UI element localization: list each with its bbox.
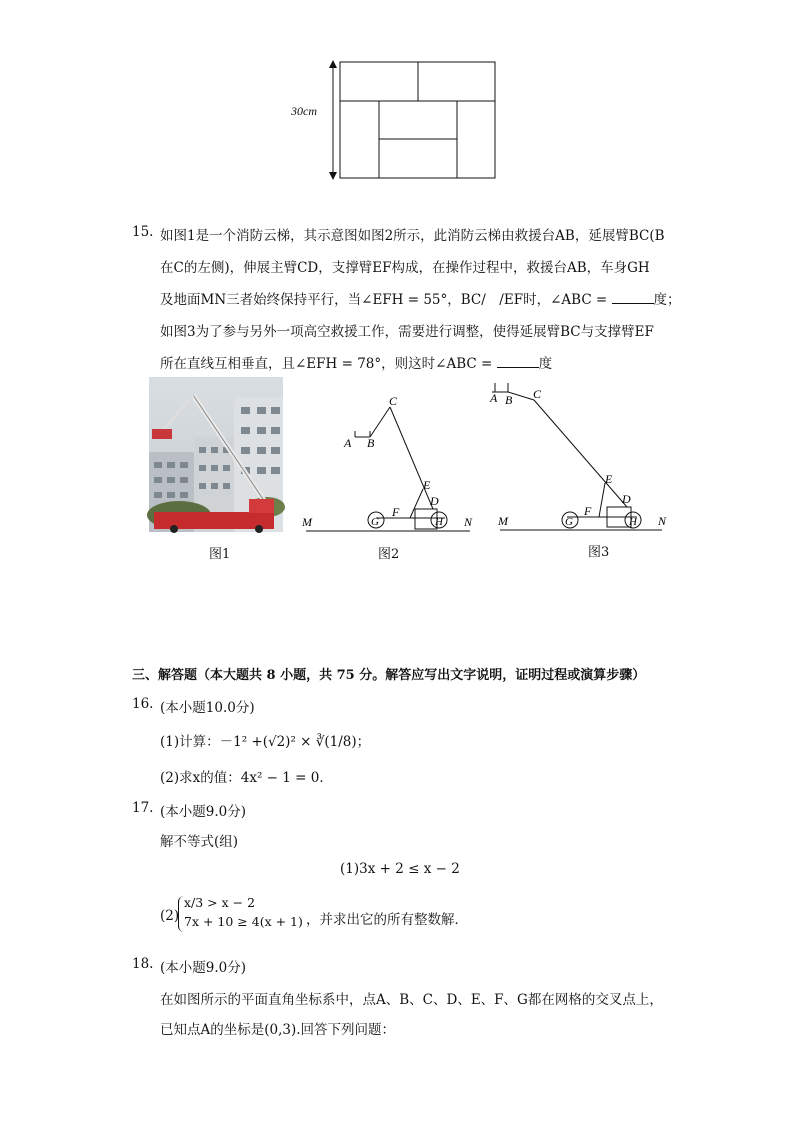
label-M: M — [302, 515, 312, 529]
label-C: C — [533, 387, 542, 401]
q15-line3 — [160, 288, 681, 308]
q15-line3-text: 及地面MN三者始终保持平行，当∠EFH = 55°，BC/ /EF时，∠ABC = — [160, 292, 608, 308]
q15-line5-tail: 度 — [538, 356, 553, 372]
answer-blank-1[interactable] — [612, 291, 654, 304]
q17-number: 17. — [132, 800, 154, 816]
dimension-label: 30cm — [291, 104, 317, 118]
label-A: A — [490, 391, 498, 405]
q15-number: 15. — [132, 224, 154, 240]
q18-score: (本小题9.0分) — [160, 960, 247, 976]
label-H: H — [435, 516, 443, 528]
label-F: F — [392, 505, 400, 519]
rectangle-tiling-figure — [288, 55, 503, 185]
figure-1-caption: 图1 — [209, 547, 231, 562]
q16-part1: (1)计算：－1² +(√2)² × ∛(1/8)； — [160, 734, 371, 750]
label-F: F — [584, 504, 592, 518]
q17-part2-ineq1: x/3 > x − 2 — [184, 895, 256, 910]
q15-line1: 如图1是一个消防云梯，其示意图如图2所示，此消防云梯由救援台AB，延展臂BC(B — [160, 228, 665, 244]
q18-line2: 已知点A的坐标是(0,3).回答下列问题： — [160, 1022, 396, 1038]
figure-2-caption: 图2 — [378, 547, 400, 562]
figure-3-caption: 图3 — [588, 545, 610, 560]
fire-ladder-photo — [149, 377, 283, 532]
q15-line5-text: 所在直线互相垂直，且∠EFH = 78°，则这时∠ABC = — [160, 356, 493, 372]
q17-score: (本小题9.0分) — [160, 804, 247, 820]
label-N: N — [658, 514, 667, 528]
label-E: E — [605, 472, 613, 486]
q17-part2-label: (2) — [160, 908, 180, 924]
q15-line5 — [160, 352, 552, 372]
label-B: B — [367, 436, 375, 450]
label-D: D — [430, 494, 439, 508]
figure-3-diagram — [490, 377, 679, 535]
q15-line3-tail: 度； — [653, 292, 681, 308]
q17-part2-tail: ，并求出它的所有整数解． — [306, 912, 468, 928]
q18-number: 18. — [132, 956, 154, 972]
q18-line1: 在如图所示的平面直角坐标系中，点A、B、C、D、E、F、G都在网格的交叉点上， — [160, 992, 663, 1008]
label-H: H — [629, 516, 637, 528]
q17-intro: 解不等式(组) — [160, 834, 239, 850]
q16-score: (本小题10.0分) — [160, 700, 255, 716]
label-E: E — [423, 478, 431, 492]
q15-line4: 如图3为了参与另外一项高空救援工作，需要进行调整，使得延展臂BC与支撑臂EF — [160, 324, 654, 340]
label-B: B — [505, 393, 513, 407]
answer-blank-2[interactable] — [497, 355, 539, 368]
label-M: M — [498, 514, 508, 528]
figure-2-diagram — [298, 385, 483, 535]
q17-part1: (1)3x + 2 ≤ x − 2 — [340, 861, 460, 877]
label-G: G — [565, 516, 573, 528]
label-N: N — [464, 515, 473, 529]
label-A: A — [344, 436, 352, 450]
label-G: G — [371, 516, 379, 528]
q16-number: 16. — [132, 696, 154, 712]
q15-line2: 在C的左侧)，伸展主臂CD，支撑臂EF构成，在操作过程中，救援台AB，车身GH — [160, 260, 650, 276]
section-3-heading: 三、解答题（本大题共 8 小题，共 75 分。解答应写出文字说明，证明过程或演算步骤） — [132, 668, 646, 683]
label-C: C — [389, 394, 398, 408]
q17-part2-ineq2: 7x + 10 ≥ 4(x + 1) — [184, 914, 303, 929]
label-D: D — [622, 492, 631, 506]
q16-part2: (2)求x的值：4x² − 1 = 0． — [160, 770, 333, 786]
